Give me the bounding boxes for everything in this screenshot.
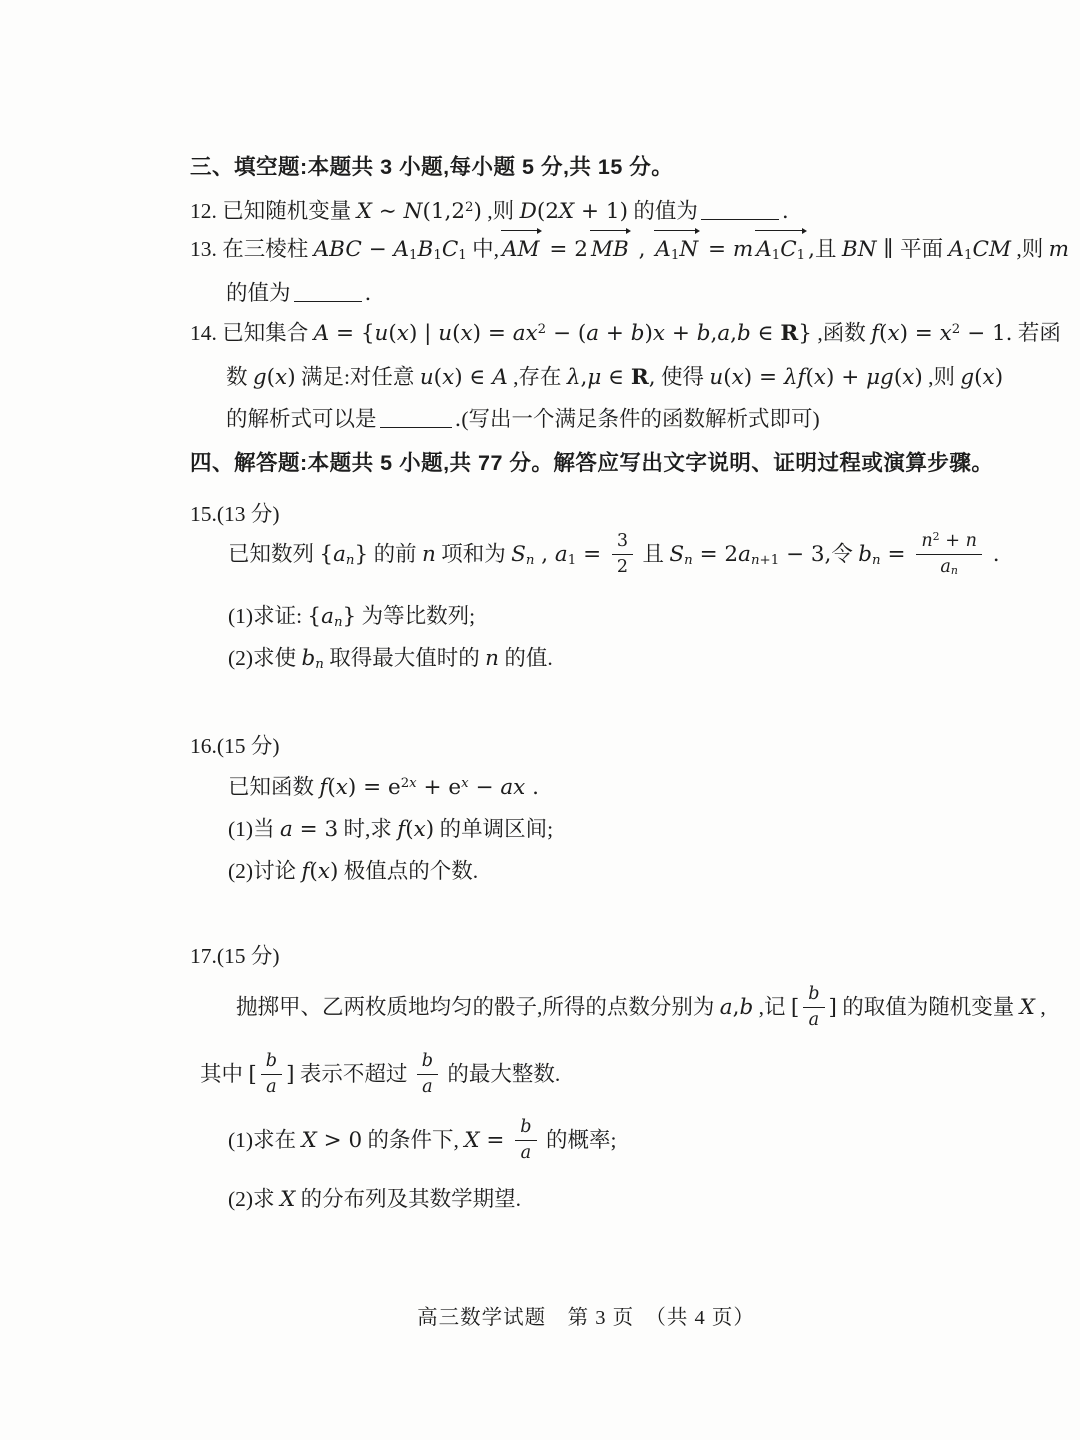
superscript [401,775,417,790]
math-italic: x [442,365,455,390]
math-roman: , [808,237,815,262]
math-roman: ) [329,859,339,884]
math-italic: n [872,552,881,568]
math-italic: b [739,994,754,1020]
text-run: 14. 已知集合 [190,321,314,345]
fraction-numerator [261,1050,282,1075]
superscript: 2 [951,321,961,337]
text-run: 15.(13 分) [190,502,280,526]
math-roman: ) [994,365,1004,390]
subscript: 1 [567,552,577,568]
bold-text-run: 四、解答题:本题共 5 小题,共 77 分。解答应写出文字说明、证明过程或演算步骤。 [190,451,994,475]
math-italic: b [520,1117,532,1137]
fraction [916,530,982,578]
math-italic: N [403,199,423,224]
text-run: 的值为 [226,281,291,305]
subscript [315,656,324,671]
math-italic: n [950,563,958,577]
fraction [261,1050,282,1098]
text-run: (2)讨论 [228,859,302,883]
math-italic: b [421,1051,433,1071]
math-italic: a [940,556,951,577]
math-roman: − [361,237,394,262]
math-roman: = [576,541,608,567]
math-italic: a [266,1076,277,1097]
math-roman: 2 [400,775,410,791]
vector-arrow-icon [590,227,630,234]
text-run: 16.(15 分) [190,734,280,758]
text-run: 的分布列及其数学期望. [295,1187,522,1211]
math-roman: ( [388,321,397,346]
math-roman: ) = e [347,775,401,800]
subscript [334,614,343,629]
math-italic: A [313,321,330,346]
text-run: 使得 [655,365,710,389]
text-run: 数 [226,365,253,389]
math-italic: A [756,237,772,262]
math-roman: } [798,321,812,346]
fraction [417,1050,438,1098]
answer-blank [701,216,779,220]
math-roman: ( [309,859,318,884]
math-italic: x [409,775,417,791]
math-roman: + e [416,775,462,800]
math-roman: , [631,237,653,262]
text-run: , [1034,994,1046,1019]
question-14-line-2 [226,362,1003,393]
math-roman: . [781,199,789,224]
math-roman: − 3, [779,541,832,567]
math-italic: x [413,817,426,842]
subscript: 1 [409,247,418,263]
math-roman: ( [879,321,888,346]
question-16-part-1 [228,814,553,845]
math-italic: a [586,321,600,346]
math-italic: f [871,321,880,346]
text-run: 的前 [368,541,422,566]
fraction-denominator [804,1008,825,1032]
math-italic: n [345,552,355,568]
text-run: (1)当 [228,817,280,841]
math-italic: a [422,1076,433,1097]
math-roman: , [732,994,740,1020]
math-roman: ) ∈ [454,365,493,390]
text-run: 17.(15 分) [190,944,280,968]
text-run: 中, [466,237,500,261]
fraction [515,1116,536,1164]
fraction-numerator [916,530,982,555]
question-15-part-2 [228,643,553,674]
math-italic: n [684,552,693,568]
question-12 [190,196,789,227]
math-italic: x [731,365,744,390]
subscript [751,552,779,567]
math-italic: C [780,237,797,262]
math-italic: f [397,817,406,842]
math-italic: b [858,541,873,567]
math-italic: X [1019,994,1035,1020]
math-roman: ) + [826,365,867,390]
question-15-body [228,532,1000,580]
superscript [461,775,469,790]
text-run: 的解析式可以是 [226,407,377,431]
fraction-denominator [935,555,963,579]
math-roman: ( [405,817,414,842]
math-italic: S [511,541,526,567]
math-italic: MB [590,237,629,262]
question-14-line-1 [190,318,1061,349]
math-italic: μg [866,365,894,390]
math-roman: + [665,321,697,346]
vector-expression [755,234,806,265]
math-italic: N [679,237,699,262]
math-italic: A [393,237,410,262]
subscript [346,552,355,567]
text-run: 的最大整数. [442,1061,561,1086]
math-italic: f [319,775,328,800]
math-roman: } [354,541,369,567]
math-italic: x [813,365,826,390]
math-italic: ∥ [876,237,901,262]
text-run: 且 [815,237,842,261]
question-13-line-1 [190,234,1069,265]
superscript: 2 [932,530,940,543]
math-italic: a [719,994,733,1020]
math-roman: > 0 [316,1127,363,1153]
math-roman: = [880,541,913,567]
answer-blank [380,424,452,428]
footer-text: 高三数学试题 第 3 页 （共 4 页） [417,1307,755,1329]
fraction-numerator [515,1116,536,1141]
math-italic: a [321,604,334,629]
math-italic: A [492,365,508,390]
math-italic: a [554,541,568,567]
text-run: 已知数列 [228,541,320,566]
math-italic: a [738,541,751,567]
math-roman: [ [790,994,800,1020]
text-run: 的概率; [540,1127,617,1152]
math-italic: n [965,531,977,551]
text-run: 且 [637,541,670,566]
vector-arrow-icon [755,227,806,234]
math-italic: X [558,199,575,224]
math-roman: ( [452,321,461,346]
subscript: 1 [670,247,680,263]
math-italic: λf [783,365,806,390]
text-run: ,则 [1011,237,1049,261]
question-16-body [228,772,539,803]
math-italic: b [301,646,316,671]
math-roman: = 2 [542,237,588,262]
math-italic: b [808,984,820,1004]
math-roman: = 2 [692,541,739,567]
text-run: ,记 [753,994,791,1019]
text-run: (1)求在 [228,1127,302,1152]
math-roman: ( [805,365,814,390]
math-italic: CM [972,237,1011,262]
math-italic: n [525,552,535,568]
superscript: 2 [537,321,547,337]
math-italic: x [396,321,409,346]
math-roman: ) [287,365,296,390]
math-roman: − [468,775,501,800]
subscript: 1 [796,247,806,263]
math-italic: m [732,237,754,262]
math-italic: g [252,365,267,390]
text-run: 的值. [498,646,553,670]
bold-text-run: 三、填空题:本题共 3 小题,每小题 5 分,共 15 分。 [190,155,674,179]
vector-expression [654,234,699,265]
page-footer [0,1300,1080,1330]
math-italic: A [655,237,671,262]
subscript [684,552,693,567]
text-run: ,存在 [507,365,567,389]
text-run: ,则 [922,365,961,389]
question-17-number [190,941,280,971]
fraction-denominator [516,1141,537,1165]
math-italic: u [709,365,724,390]
math-italic: n [333,614,343,630]
math-roman: = [479,1127,512,1153]
math-italic: x [317,859,330,884]
text-run: 若函 [1012,321,1061,345]
math-roman: = { [329,321,375,346]
math-italic: m [1048,237,1070,262]
math-italic: n [921,531,933,551]
math-italic: a [333,541,346,567]
fraction [612,530,633,578]
math-roman: (1,2 [422,199,466,224]
text-run: (2)求 [228,1187,280,1211]
text-run: 取得最大值时的 [323,646,486,670]
fraction-numerator [612,530,633,555]
question-15-number [190,499,280,529]
question-17-body-2 [200,1052,560,1100]
math-italic: a [717,321,731,346]
question-17-body-1 [236,985,1046,1033]
math-italic: g [960,365,975,390]
math-italic: ax [512,321,538,346]
vector-expression [501,234,541,265]
math-italic: a [808,1009,820,1030]
text-run: 表示不超过 [294,1061,413,1086]
math-roman: + [599,321,631,346]
text-run: 其中 [200,1061,249,1086]
section-3-header [190,152,673,182]
math-roman: ) [644,321,653,346]
math-roman: , [648,365,656,390]
math-italic: X [301,1127,317,1153]
question-16-number [190,731,280,761]
text-run: 13. 在三棱柱 [190,237,314,261]
math-italic: x [652,321,666,346]
math-roman: = 3 [292,817,339,842]
subscript: 1 [964,247,973,263]
answer-blank [294,298,362,302]
math-roman: . [454,407,462,432]
subscript [872,552,881,567]
question-17-part-1 [228,1118,616,1166]
fraction-denominator [261,1075,282,1099]
vector-expression [590,234,630,265]
math-roman: ∈ [750,321,781,346]
math-roman: ( [974,365,983,390]
math-roman: ( [893,365,903,390]
math-roman: 3 [616,531,629,551]
math-italic: n [750,552,760,568]
question-13-line-2 [226,278,371,309]
math-italic: x [460,321,473,346]
math-roman: ] [286,1061,295,1087]
question-16-part-2 [228,856,478,887]
text-run: 的单调区间; [434,817,554,841]
text-run: 时,求 [338,817,398,841]
math-roman: , [534,541,555,567]
math-italic: x [887,321,900,346]
math-italic: X [464,1127,480,1153]
math-italic: a [520,1142,532,1163]
math-roman: , [580,365,588,390]
vector-arrow-icon [654,227,699,234]
text-run: 的取值为随机变量 [836,994,1020,1019]
math-italic: X [279,1187,296,1212]
math-roman: . [525,775,539,800]
math-italic: n [315,656,324,672]
math-italic: λ [566,365,581,390]
question-17-part-2 [228,1184,521,1215]
math-italic: b [737,321,751,346]
section-4-header [190,448,993,478]
math-italic: b [630,321,645,346]
math-roman: . [364,281,372,306]
text-run: (2)求使 [228,646,302,670]
math-roman: [ [248,1061,257,1087]
math-bold: R [630,365,649,390]
math-italic: C [441,237,459,262]
math-roman: + [939,531,966,551]
math-bold: R [780,321,799,346]
text-run: ,则 [481,199,520,223]
math-roman: + 1) [574,199,628,224]
math-italic: x [902,365,915,390]
math-roman: ) [425,817,435,842]
math-italic: ABC [313,237,362,262]
math-italic: u [438,321,453,346]
math-roman: ( [327,775,336,800]
math-roman: ∈ [601,365,631,390]
math-roman: } [342,604,357,629]
math-italic: S [669,541,685,567]
math-italic: x [275,365,288,390]
math-italic: x [335,775,348,800]
math-italic: n [421,541,436,567]
math-roman: (2 [536,199,559,224]
text-run: 为等比数列; [356,604,476,628]
math-roman: ) = [899,321,940,346]
superscript: 2 [465,199,474,215]
math-italic: u [374,321,389,346]
math-roman: { [319,541,334,567]
fraction [803,983,824,1031]
math-italic: u [419,365,434,390]
text-run: 令 [831,541,859,566]
math-italic: n [485,646,499,671]
math-italic: x [982,365,995,390]
math-roman: { [307,604,322,629]
math-roman: , [710,321,718,346]
math-roman: 2 [616,556,629,577]
math-roman: +1 [759,552,780,568]
math-italic: X [356,199,372,224]
question-15-part-1 [228,601,475,632]
text-run: 满足:对任意 [295,365,420,389]
text-run: 极值点的个数. [338,859,479,883]
text-run: ,函数 [811,321,872,345]
fraction-numerator [803,983,824,1008]
math-italic: b [265,1051,278,1071]
math-roman: ( [433,365,443,390]
fraction-denominator [612,555,633,579]
math-italic: μ [587,365,602,390]
math-italic: BN [841,237,877,262]
math-italic: x [939,321,952,346]
math-roman: ) | [408,321,439,346]
math-italic: B [417,237,434,262]
question-14-line-3 [226,404,820,435]
math-italic: f [301,859,310,884]
subscript [951,565,958,577]
math-roman: ) = [472,321,513,346]
math-roman: ( [723,365,732,390]
math-roman: − ( [546,321,587,346]
text-run: 平面 [900,237,949,261]
text-run: 的值为 [627,199,698,223]
subscript: 1 [771,247,781,263]
math-italic: A [948,237,965,262]
fraction-denominator [417,1075,438,1099]
math-roman: ∼ [371,199,404,224]
math-italic: AM [502,237,540,262]
math-roman: ) [473,199,482,224]
math-italic: D [519,199,537,224]
subscript: 1 [433,247,442,263]
math-roman: − 1. [960,321,1013,346]
math-roman: . [985,541,1000,567]
math-italic: x [461,775,469,791]
math-roman: ) [914,365,923,390]
text-run: 抛掷甲、乙两枚质地均匀的骰子,所得的点数分别为 [236,994,720,1019]
text-run: (写出一个满足条件的函数解析式即可) [461,407,820,431]
text-run: 的条件下, [362,1127,465,1152]
math-roman: ] [828,994,837,1020]
math-roman: ( [266,365,276,390]
math-roman: ) = [743,365,784,390]
text-run: 已知函数 [228,775,320,799]
subscript: 1 [458,247,467,263]
fraction-numerator [417,1050,438,1075]
math-italic: ax [500,775,526,800]
text-run: 项和为 [435,541,512,566]
text-run: 12. 已知随机变量 [190,199,357,223]
math-roman: = [701,237,733,262]
vector-arrow-icon [501,227,541,234]
math-italic: b [696,321,711,346]
text-run: (1)求证: [228,604,308,628]
math-roman: , [730,321,738,346]
math-italic: a [279,817,293,842]
